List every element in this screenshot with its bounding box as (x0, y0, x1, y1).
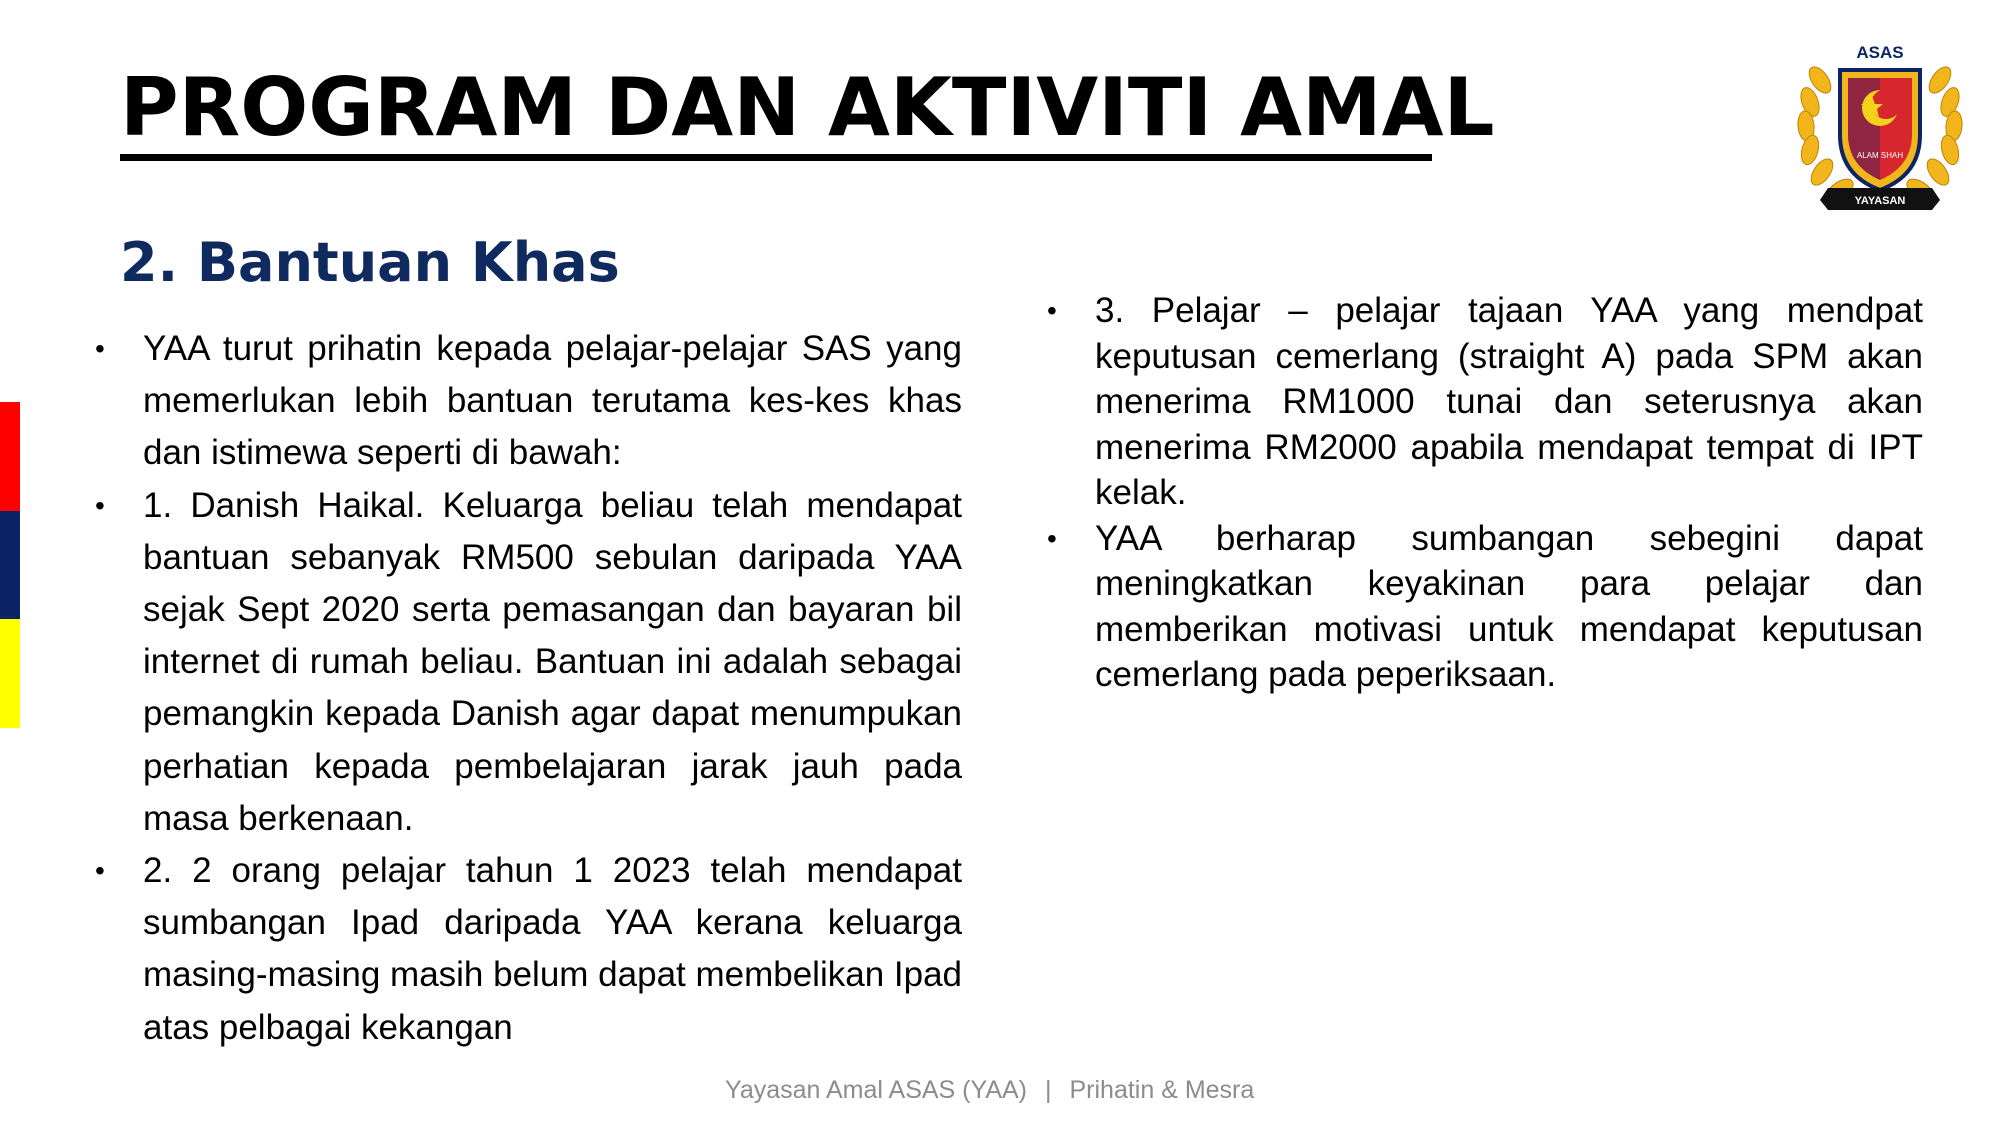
accent-stripe-blue (0, 511, 20, 619)
bullet-icon: • (1047, 522, 1057, 554)
asas-yayasan-crest-icon (1790, 40, 1970, 220)
section-heading: 2. Bantuan Khas (120, 231, 620, 294)
list-item (1047, 516, 1923, 698)
bullet-icon: • (1047, 295, 1057, 326)
bullet-text: YAA turut prihatin kepada pelajar-pelajar SAS yang memerlukan lebih bantuan terutama kes-kes khas dan istimewa seperti di bawah: (143, 329, 962, 473)
bullet-text: YAA berharap sumbangan sebegini dapat meningkatkan keyakinan para pelajar dan memberikan motivasi untuk mendapat keputusan cemerlang pada peperiksaan. (1095, 518, 1923, 694)
list-item (95, 845, 962, 1054)
right-bullet-list (1047, 288, 1923, 698)
list-item (95, 323, 962, 480)
footer-organization: Yayasan Amal ASAS (YAA) (725, 1076, 1027, 1104)
logo-ribbon-text: YAYASAN (1854, 195, 1906, 207)
accent-stripe-red (0, 402, 20, 511)
footer-motto: Prihatin & Mesra (1069, 1076, 1255, 1104)
left-bullet-list (95, 323, 962, 1054)
list-item (95, 480, 962, 845)
slide-title: PROGRAM DAN AKTIVITI AMAL (120, 61, 1495, 154)
accent-stripe-yellow (0, 619, 20, 728)
footer (725, 1070, 1254, 1110)
title-underline (120, 154, 1432, 161)
bullet-icon: • (95, 333, 105, 364)
list-item (1047, 288, 1923, 516)
bullet-icon: • (95, 489, 105, 521)
logo-top-text: ASAS (1856, 43, 1904, 62)
bullet-text: 3. Pelajar – pelajar tajaan YAA yang mendpat keputusan cemerlang (straight A) pada SPM akan menerima RM1000 tunai dan seterusnya akan menerima RM2000 apabila mendapat tempat di IPT kelak. (1095, 291, 1923, 512)
logo-ring-text: ALAM SHAH (1856, 151, 1904, 160)
footer-separator: | (1045, 1076, 1052, 1104)
bullet-text: 1. Danish Haikal. Keluarga beliau telah mendapat bantuan sebanyak RM500 sebulan daripada YAA sejak Sept 2020 serta pemasangan dan bayaran bil internet di rumah beliau. Bantuan ini adalah sebagai pemangkin kepada Danish agar dapat menumpukan perhatian kepada pembelajaran jarak jauh pada masa berkenaan. (143, 485, 962, 838)
bullet-text: 2. 2 orang pelajar tahun 1 2023 telah mendapat sumbangan Ipad daripada YAA kerana keluarga masing-masing masih belum dapat membelikan Ipad atas pelbagai kekangan (143, 851, 963, 1047)
bullet-icon: • (95, 855, 105, 887)
